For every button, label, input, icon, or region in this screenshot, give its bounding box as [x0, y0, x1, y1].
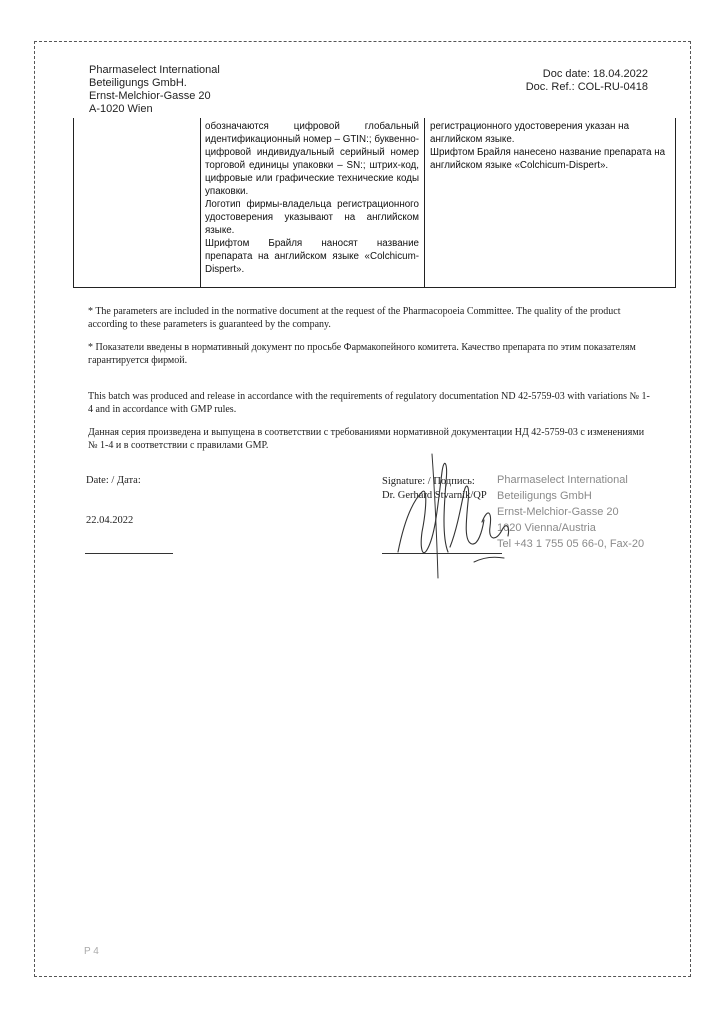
- date-label: Date: / Дата:: [86, 475, 141, 486]
- page-number: P 4: [84, 946, 99, 957]
- signature-label: Signature: / Подпись:: [382, 476, 475, 487]
- document-reference: [526, 68, 648, 94]
- table-paragraph: Шрифтом Брайля нанесено название препарата на английском языке «Colchicum-Dispert».: [430, 147, 666, 171]
- table-column-divider: [200, 118, 201, 287]
- date-underline: [85, 553, 173, 554]
- table-paragraph: Логотип фирмы-владельца регистрационного удостоверения указывают на английском языке.: [205, 199, 419, 236]
- footnote-russian: * Показатели введены в нормативный документ по просьбе Фармакопейного комитета. Качество препарата по этим показателям гарантируется фирмой.: [88, 342, 636, 366]
- footnote-english: * The parameters are included in the normative document at the request of the Pharmacopoeia Committee. The quality of the product according to these parameters is guaranteed by the company.: [88, 306, 621, 330]
- company-street-line: Ernst-Melchior-Gasse 20: [89, 90, 211, 102]
- batch-release-english: This batch was produced and release in accordance with the requirements of regulatory documentation ND 42-5759-03 with variations № 1-4 and in accordance with GMP rules.: [88, 391, 650, 415]
- handwritten-signature: [392, 452, 532, 582]
- date-value: 22.04.2022: [86, 515, 134, 526]
- table-paragraph: Шрифтом Брайля наносят название препарата на английском языке «Colchicum-Dispert».: [205, 238, 419, 275]
- stamp-line: Beteiligungs GmbH: [497, 490, 592, 502]
- batch-release-russian: Данная серия произведена и выпущена в соответствии с требованиями нормативной документации НД 42-5759-03 с изменениями № 1-4 и в соответствии с правилами GMP.: [88, 427, 645, 451]
- stamp-line: 1020 Vienna/Austria: [497, 522, 596, 534]
- table-paragraph: обозначаются цифровой глобальный идентификационный номер – GTIN:; буквенно-цифровой индивидуальный серийный номер торговой единицы упаковки – SN:; штрих-код, цифровые или графические технические коды упаковки.: [205, 121, 419, 197]
- company-name-line: Beteiligungs GmbH.: [89, 77, 187, 89]
- doc-date: Doc date: 18.04.2022: [542, 68, 648, 80]
- signer-name: Dr. Gerhard Stvarnik/QP: [382, 490, 487, 501]
- stamp-line: Pharmaselect International: [497, 474, 628, 486]
- company-address: [89, 64, 220, 116]
- company-city-line: A-1020 Wien: [89, 103, 153, 115]
- company-name-line: Pharmaselect International: [89, 64, 220, 76]
- table-cell-method-text: [205, 120, 419, 276]
- specification-table: [73, 118, 676, 288]
- doc-ref: Doc. Ref.: COL-RU-0418: [525, 81, 648, 93]
- table-column-divider: [424, 118, 425, 287]
- table-cell-result-text: [430, 120, 668, 172]
- stamp-line: Ernst-Melchior-Gasse 20: [497, 506, 619, 518]
- stamp-line: Tel +43 1 755 05 66-0, Fax-20: [497, 538, 645, 550]
- table-paragraph: регистрационного удостоверения указан на английском языке.: [430, 121, 630, 145]
